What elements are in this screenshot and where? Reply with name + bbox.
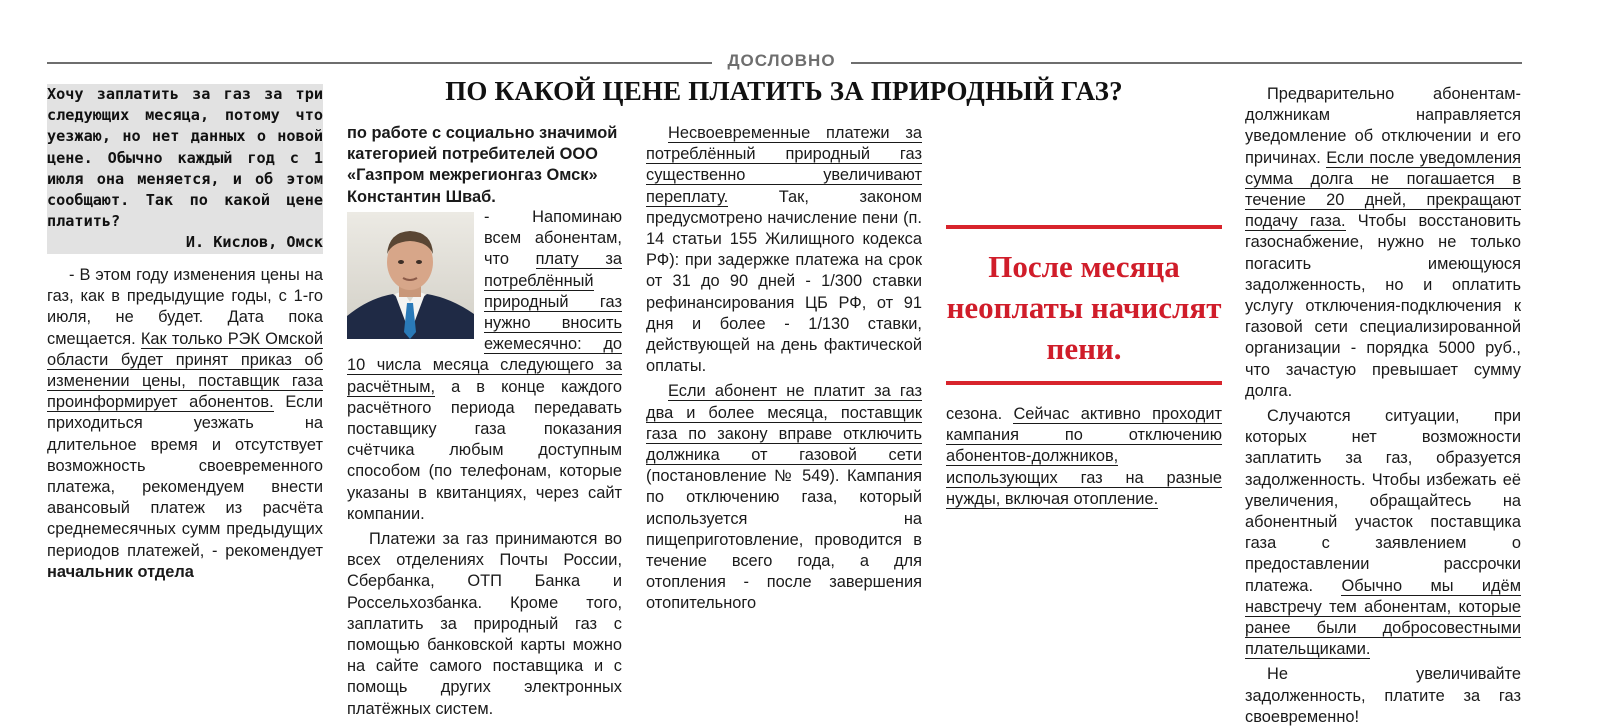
underlined-text: плату за потреблённый природный газ нужно вносить ежемесячно: до 10 числа месяца следующего за расчётным, (347, 250, 622, 396)
underlined-text: Несвоевременные платежи за потреблённый природный газ существенно увеличивают переплату. (646, 124, 922, 206)
paragraph-2: Платежи за газ принимаются во всех отделениях Почты России, Сбербанка, ОТП Банка и Россельхозбанка. Кроме того, заплатить за природный газ с помощью банковской карты можно на сайте самого поставщика и с помощь других электронных платёжных систем. (347, 530, 622, 718)
article-column-5 (1245, 84, 1521, 728)
article-column-1 (47, 265, 323, 583)
article-column-2-lead (347, 123, 622, 208)
rubric-rule-left (47, 62, 712, 64)
paragraph-6: Случаются ситуации, при которых нет возможности заплатить за газ, образуется задолженность. Чтобы избежать её увеличения, обращайтесь на абонентный участок поставщика газа с заявлением о предоставлении рассрочки платежа. Обычно мы идём навстречу тем абонентам, которые ранее были добросовестными плательщиками. (1245, 407, 1521, 659)
underlined-text: Если после уведомления сумма долга не погашается в течение 20 дней, прекращают подачу газа. (1245, 148, 1521, 231)
paragraph-1: - В этом году изменения цены на газ, как в предыдущие годы, с 1-го июля, не будет. Дата пока смещается. Как только РЭК Омской области будет принят приказ об изменении цены, поставщик газа проинформирует абонентов. Если приходиться уезжать на длительное время и отсутствует возможность своевременного платежа, рекомендуем внести авансовый платеж из расчёта среднемесячных сумм предыдущих периодов платежей, - рекомендует начальник отдела (47, 266, 323, 581)
paragraph-4-end: сезона. Сейчас активно проходит кампания по отключению абонентов-должников, использующих газ на разные нужды, включая отопление. (946, 405, 1222, 508)
rubric-label: ДОСЛОВНО (727, 51, 836, 70)
underlined-text: Если абонент не платит за газ два и более месяца, поставщик газа по закону вправе отключить должника от газовой сети (646, 382, 922, 465)
article-column-3 (646, 123, 922, 615)
article-column-2 (347, 207, 622, 720)
article-column-4 (946, 404, 1222, 510)
paragraph-5: Предварительно абонентам-должникам направляется уведомление об отключении и его причинах. Если после уведомления сумма долга не погашается в течение 20 дней, прекращают подачу газа. Чтобы восстановить газоснабжение, нужно не только погасить имеющуюся задолженность, но и оплатить услугу отключения-подключения к газовой сети специализированной организации - порядка 5000 руб., что зачастую превышает сумму долга. (1245, 85, 1521, 400)
question-text: Хочу заплатить за газ за три следующих месяца, потому что уезжаю, но нет данных о новой цене. Обычно каждый год с 1 июля она меняется, и об этом сообщают. Так по какой цене платить? (47, 85, 323, 231)
pullquote: После месяца неоплаты начислят пени. (946, 249, 1222, 366)
pullquote-bottom-rule (946, 381, 1222, 385)
paragraph-3: Несвоевременные платежи за потреблённый природный газ существенно увеличивают переплату. Так, законом предусмотрено начисление пени (п. 14 статьи 155 Жилищного кодекса РФ): при задержке платежа на срок от 31 до 90 дней - 1/300 ставки рефинансирования ЦБ РФ, от 91 дня и более - 1/130 ставки, действующей на день фактической оплаты. (646, 124, 922, 376)
article-headline: ПО КАКОЙ ЦЕНЕ ПЛАТИТЬ ЗА ПРИРОДНЫЙ ГАЗ? (445, 76, 1123, 106)
speaker-photo (347, 212, 474, 339)
reader-question (47, 84, 323, 254)
pullquote-top-rule (946, 225, 1222, 229)
paragraph-col2: - Напоминаю всем абонентам, что плату за потреблённый природный газ нужно вносить ежемесячно: до 10 числа месяца следующего за расчётным, а в конце каждого расчётного периода передавать поставщику газа показания счётчика любым доступным способом (по телефонам, которые указаны в квитанциях, через сайт компании. (347, 208, 622, 523)
underlined-text: Как только РЭК Омской области будет принят приказ об изменении цены, поставщик газа проинформирует абонентов. (47, 329, 323, 412)
rubric-rule-right (851, 62, 1522, 64)
paragraph-4: Если абонент не платит за газ два и более месяца, поставщик газа по закону вправе отключить должника от газовой сети (постановление № 549). Кампания по отключению газа, который используется на пищеприготовление, проводится в течение всего года, а для отопления - после завершения отопительного (646, 382, 922, 613)
paragraph-7: Не увеличивайте задолженность, платите за газ своевременно! (1245, 665, 1521, 726)
underlined-text: Обычно мы идём навстречу тем абонентам, которые ранее были добросовестными плательщиками. (1245, 576, 1521, 659)
underlined-text: Сейчас активно проходит кампания по отключению абонентов-должников, использующих газ на разные нужды, включая отопление. (946, 405, 1222, 508)
speaker-credit: по работе с социально значимой категорией потребителей ООО «Газпром межрегионгаз Омск» Константин Шваб. (347, 124, 618, 206)
question-signature: И. Кислов, Омск (185, 233, 323, 252)
speaker-title: начальник отдела (47, 562, 194, 581)
